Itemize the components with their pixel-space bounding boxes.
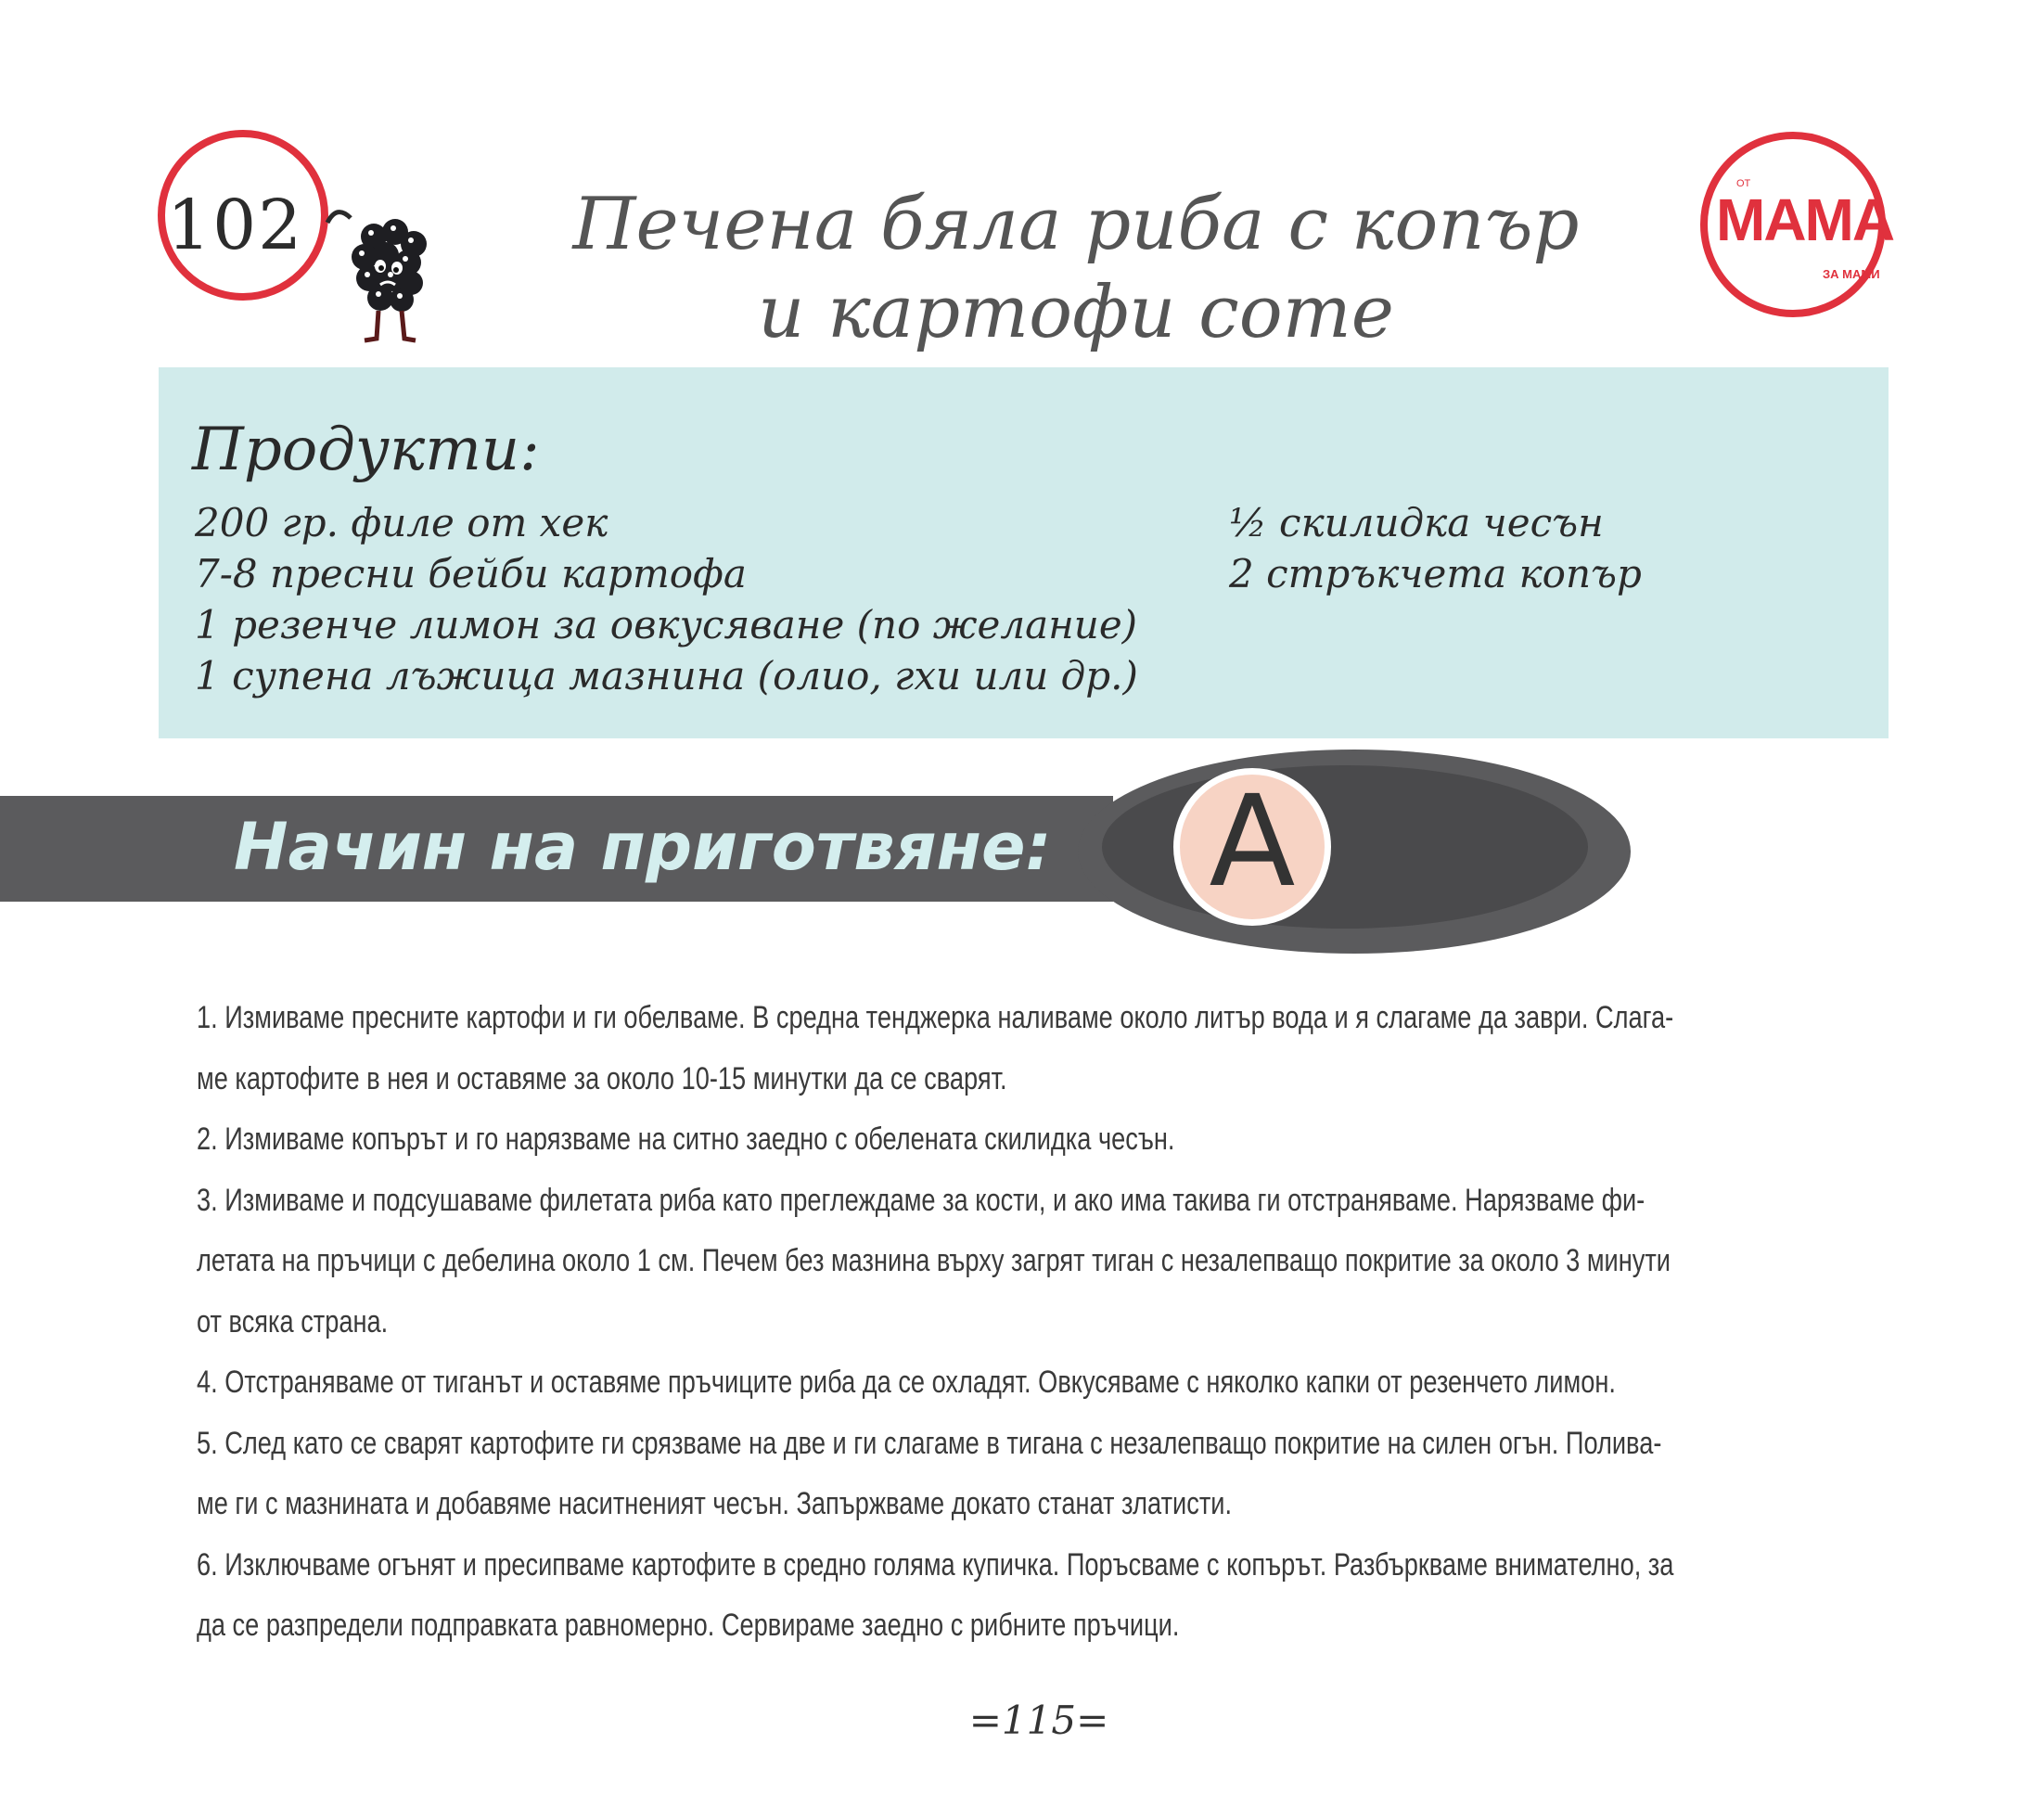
recipe-title [519,181,1633,357]
ingredient-item: 1 резенче лимон за овкусяване (по желание) [195,602,1138,647]
blackberry-mascot-icon [323,199,453,352]
step-line: ме ги с мазнината и добавяме наситненият чесън. Запържваме докато станат златисти. [197,1486,1233,1521]
ingredient-item: 2 стръкчета копър [1229,551,1642,596]
logo-sub-text: ЗА МАМИ [1823,267,1880,281]
ingredients-list-left [195,497,1138,701]
method-heading: Начин на приготвяне: [234,809,1052,885]
step-line: 2. Измиваме копърът и го нарязваме на ситно заедно с обелената скилидка чесън. [197,1121,1175,1157]
step-line: 5. След като се сварят картофите ги срязваме на две и ги слагаме в тигана с незалепващо покритие на силен огън. Полива- [197,1425,1662,1461]
ingredient-item: 200 гр. филе от хек [195,500,608,545]
ingredient-item: ½ скилидка чесън [1229,500,1604,545]
logo-main-text: МАМА [1716,186,1894,253]
badge-letter: А [1209,769,1296,916]
step-line: летата на пръчици с дебелина около 1 см. Печем без мазнина върху загрят тиган с незалепващо покритие за около 3 минути [197,1243,1671,1278]
step-line: да се разпредели подправката равномерно. Сервираме заедно с рибните пръчици. [197,1608,1180,1643]
step-line: 4. Отстраняваме от тиганът и оставяме пръчиците риба да се охладят. Овкусяваме с няколко капки от резенчето лимон. [197,1365,1616,1400]
ingredient-item: 1 супена лъжица мазнина (олио, гхи или др.) [195,653,1138,699]
title-line-2: и картофи соте [758,271,1394,354]
ingredients-list-right [1229,497,1642,599]
method-steps [197,988,1829,1657]
title-line-1: Печена бяла риба с копър [572,183,1580,266]
step-line: 1. Измиваме пресните картофи и ги обелваме. В средна тенджерка наливаме около литър вода и я слагаме да заври. Слага- [197,1000,1674,1035]
page-number: =115= [968,1698,1109,1743]
frying-pan-icon [1067,742,1642,965]
ingredients-heading: Продукти: [192,416,540,484]
logo-small-text: ОТ [1736,178,1751,189]
step-line: от всяка страна. [197,1303,389,1339]
step-line: ме картофите в нея и оставяме за около 10-15 минутки да се сварят. [197,1060,1007,1096]
step-line: 3. Измиваме и подсушаваме филетата риба като преглеждаме за кости, и ако има такива ги отстраняваме. Нарязваме фи- [197,1182,1645,1218]
ingredient-item: 7-8 пресни бейби картофа [195,551,747,596]
step-line: 6. Изключваме огънят и пресипваме картофите в средно голяма купичка. Поръсваме с копърът. Разбъркваме внимателно, за [197,1546,1674,1583]
recipe-number: 102 [167,186,304,265]
